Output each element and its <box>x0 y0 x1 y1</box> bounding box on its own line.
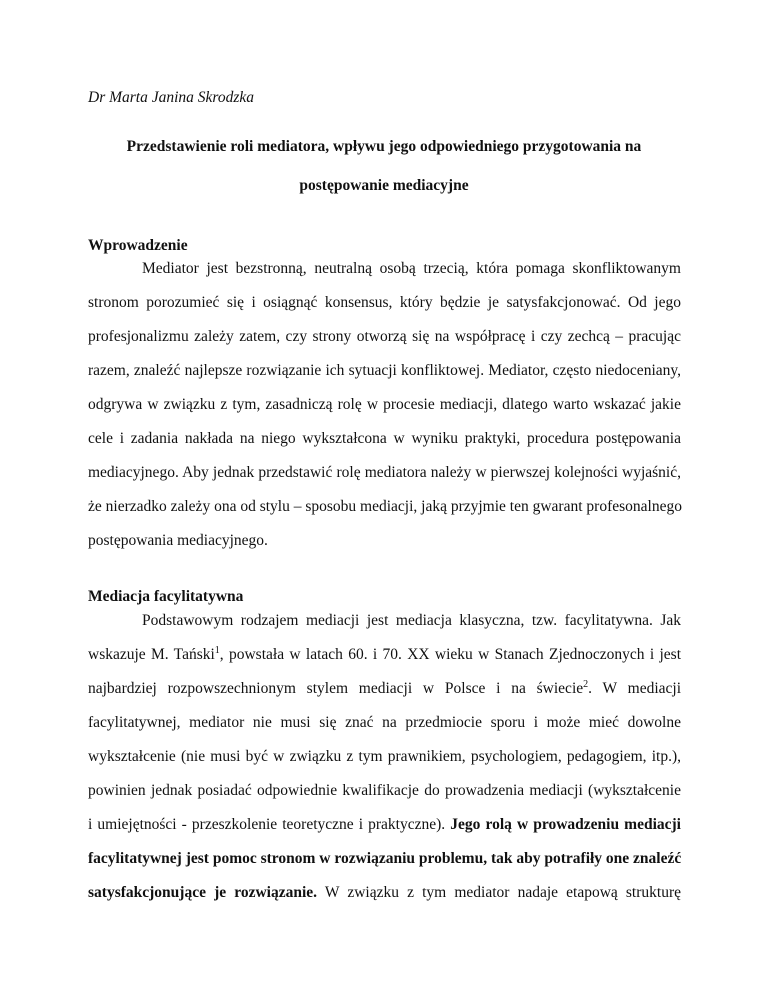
section-heading-introduction: Wprowadzenie <box>88 237 188 254</box>
text-run: wskazuje M. Tański <box>88 646 215 663</box>
paragraph-line: Podstawowym rodzajem mediacji jest mediacja klasyczna, tzw. facylitatywna. Jak <box>142 612 681 629</box>
paragraph-line: stronom porozumieć się i osiągnąć konsensus, który będzie je satysfakcjonować. Od jego <box>88 294 681 311</box>
document-title-line-1: Przedstawienie roli mediatora, wpływu jego odpowiedniego przygotowania na <box>126 138 642 155</box>
paragraph-line: odgrywa w związku z tym, zasadniczą rolę w procesie mediacji, dlatego warto wskazać jakie <box>88 396 681 413</box>
bold-text-run: facylitatywnej jest pomoc stronom w rozwiązaniu problemu, tak aby potrafiły one znaleźć <box>88 850 682 867</box>
bold-text-run: Jego rolą w prowadzeniu mediacji <box>450 816 681 833</box>
paragraph-line: mediacyjnego. Aby jednak przedstawić rolę mediatora należy w pierwszej kolejności wyjaśnić, <box>88 464 681 481</box>
paragraph-line: facylitatywnej, mediator nie musi się znać na przedmiocie sporu i może mieć dowolne <box>88 714 681 731</box>
author-name: Dr Marta Janina Skrodzka <box>88 89 255 106</box>
paragraph-line <box>88 815 681 835</box>
text-run: i umiejętności - przeszkolenie teoretyczne i praktyczne). <box>88 816 446 833</box>
paragraph-line: profesjonalizmu zależy zatem, czy strony otworzą się na współpracę i czy zechcą – pracując <box>88 328 681 345</box>
paragraph-line <box>88 679 681 699</box>
footnote-ref-1: 1 <box>214 644 220 656</box>
text-run: W związku z tym mediator nadaje etapową strukturę <box>324 884 681 901</box>
paragraph-line: powinien jednak posiadać odpowiednie kwalifikacje do prowadzenia mediacji (wykształcenie <box>88 782 681 799</box>
paragraph-line: że nierzadko zależy ona od stylu – sposobu mediacji, jaką przyjmie ten gwarant profesonalnego <box>88 498 682 515</box>
document-title-line-2: postępowanie mediacyjne <box>299 177 469 194</box>
text-run: . W mediacji <box>588 680 682 697</box>
paragraph-line: wykształcenie (nie musi być w związku z tym prawnikiem, psychologiem, pedagogiem, itp.), <box>88 748 681 765</box>
paragraph-line <box>88 883 681 903</box>
paragraph-line: postępowania mediacyjnego. <box>88 532 268 549</box>
section-heading-facilitative-mediation: Mediacja facylitatywna <box>88 588 244 605</box>
paragraph-line: razem, znaleźć najlepsze rozwiązanie ich sytuacji konfliktowej. Mediator, często niedoceniany, <box>88 362 681 379</box>
paragraph-line: Mediator jest bezstronną, neutralną osobą trzecią, która pomaga skonfliktowanym <box>142 260 681 277</box>
text-run: , powstała w latach 60. i 70. XX wieku w Stanach Zjednoczonych i jest <box>219 646 681 663</box>
bold-text-run: satysfakcjonujące je rozwiązanie. <box>88 884 318 901</box>
paragraph-line <box>88 849 681 869</box>
text-run: najbardziej rozpowszechnionym stylem mediacji w Polsce i na świecie <box>88 680 584 697</box>
footnote-ref-2: 2 <box>583 678 589 690</box>
paragraph-line <box>88 645 681 665</box>
paragraph-line: cele i zadania nakłada na niego wykształcona w wyniku praktyki, procedura postępowania <box>88 430 681 447</box>
